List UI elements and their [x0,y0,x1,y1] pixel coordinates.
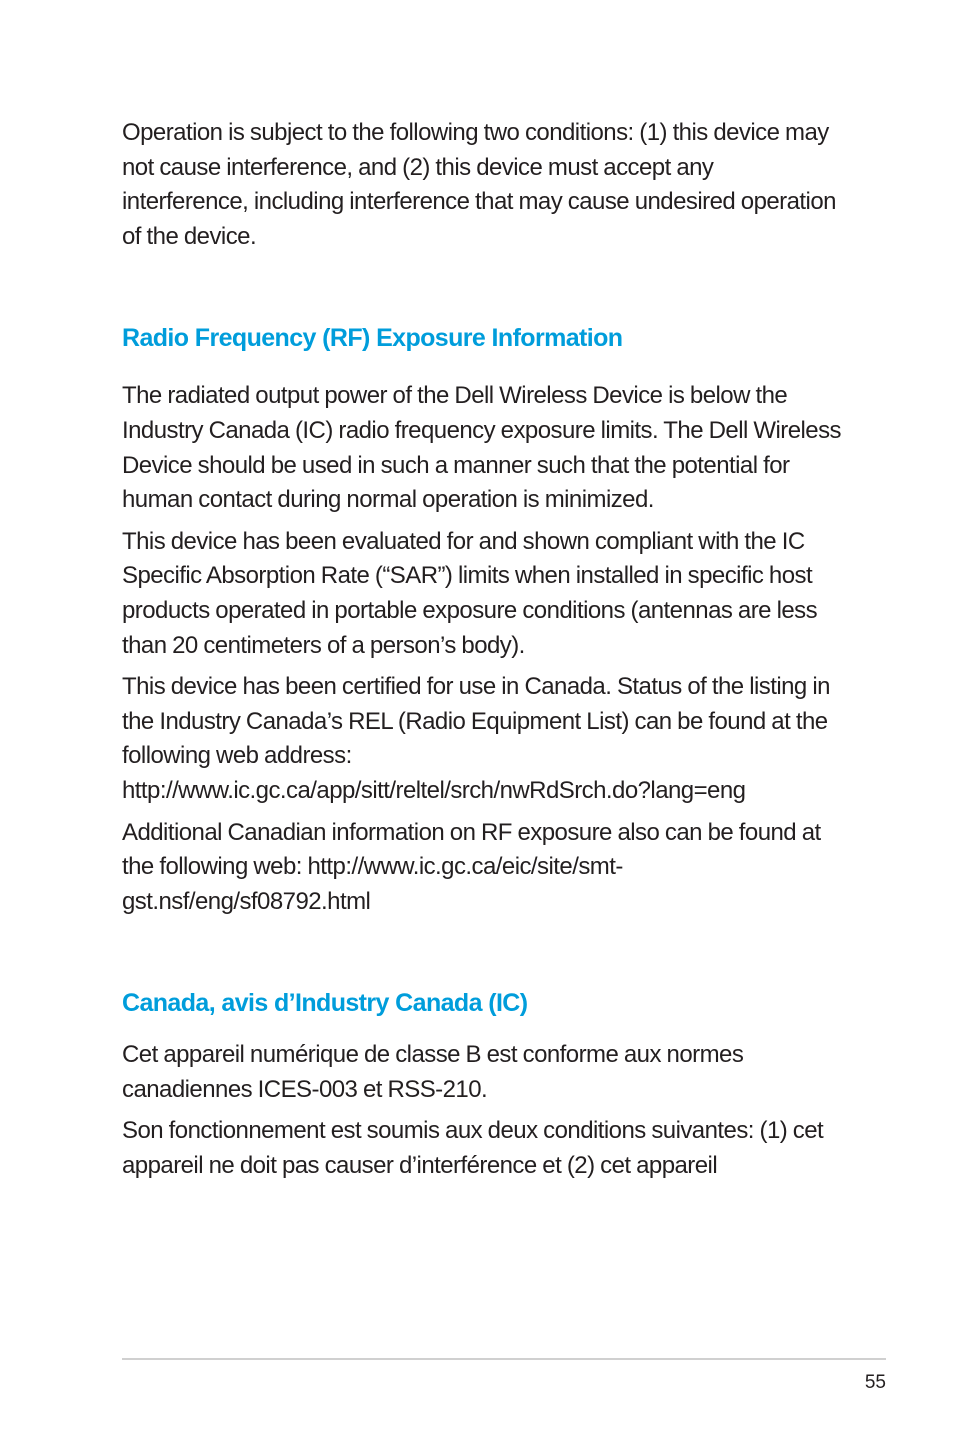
canada-paragraph-class-b: Cet appareil numérique de classe B est conforme aux normes canadiennes ICES-003 et RSS-210. [122,1041,744,1103]
rf-paragraph-output-power: The radiated output power of the Dell Wireless Device is below the Industry Canada (IC) radio frequency exposure limits. The Dell Wireless Device should be used in such a manner such that the potential for human contact during normal operation is minimized. [122,382,841,514]
intro-paragraph: Operation is subject to the following two conditions: (1) this device may not cause interference, and (2) this device must accept any interference, including interference that may cause undesired operation of the device. [122,119,836,250]
rf-paragraph-certification: This device has been certified for use in Canada. Status of the listing in the Industry Canada’s REL (Radio Equipment List) can be found at the following web address: http://www.ic.gc.ca/app/sitt/reltel/srch/nwRdSrch.do?lang=eng [122,673,830,804]
page-content [122,116,842,1184]
page-number: 55 [864,1372,886,1393]
canada-paragraph-conditions: Son fonctionnement est soumis aux deux conditions suivantes: (1) cet appareil ne doit pas causer d’interférence et (2) cet appareil [122,1117,824,1180]
canada-notice-heading: Canada, avis d’Industry Canada (IC) [122,989,528,1018]
rf-paragraph-sar: This device has been evaluated for and shown compliant with the IC Specific Absorption Rate (“SAR”) limits when installed in specific host products operated in portable exposure conditions (antennas are less than 20 centimeters of a person’s body). [122,527,818,659]
footer-divider [122,1358,886,1360]
rf-exposure-heading: Radio Frequency (RF) Exposure Information [122,324,623,353]
rf-paragraph-additional-info: Additional Canadian information on RF exposure also can be found at the following web: http://www.ic.gc.ca/eic/site/smt-gst.nsf/eng/sf08792.html [122,818,821,915]
